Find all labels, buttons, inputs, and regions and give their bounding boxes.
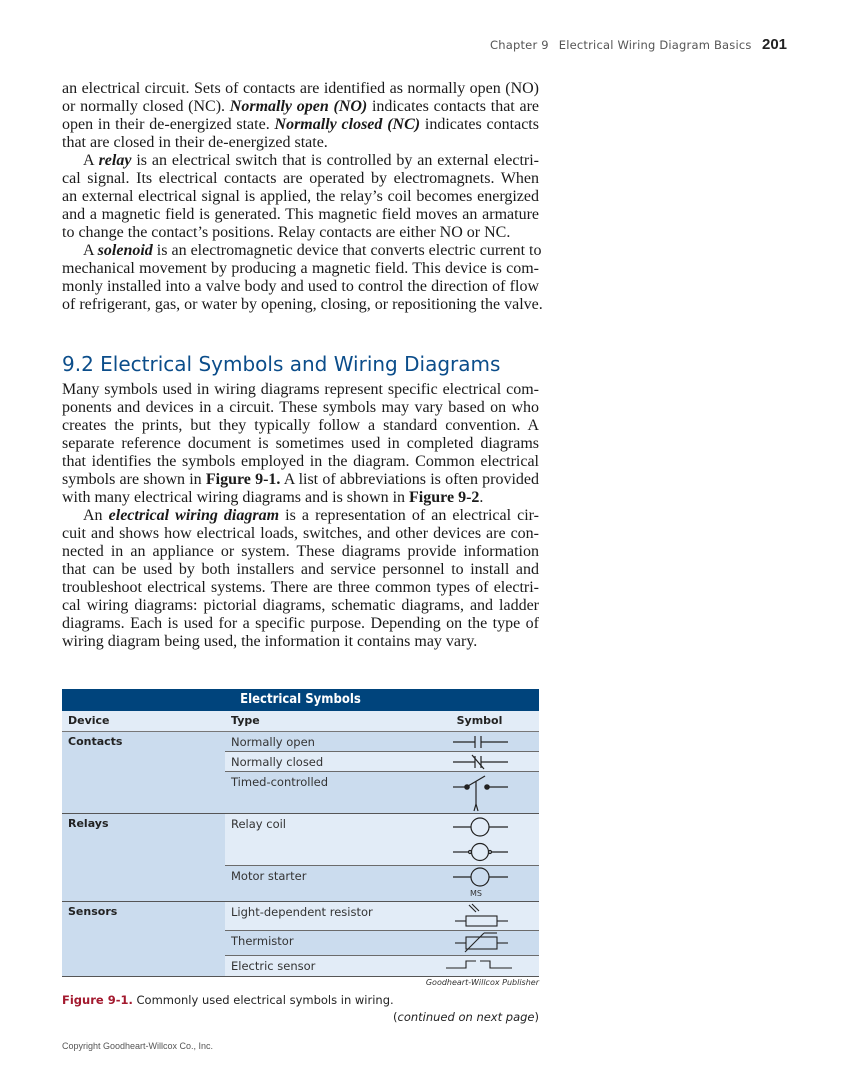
text-run: indicates contacts that are	[367, 98, 539, 115]
text-run: is an electrical switch that is controlled by an external electri-	[131, 152, 539, 169]
text-line	[62, 98, 539, 116]
text-line	[62, 206, 539, 224]
body-text-section	[62, 381, 539, 651]
text-line	[62, 417, 539, 435]
text-run: that identifies the symbols employed in the diagram. Common electrical	[62, 453, 539, 470]
text-run: indicates contacts	[420, 116, 539, 133]
emphasized-term: relay	[98, 152, 132, 169]
text-line	[62, 278, 539, 296]
table-header-row	[62, 711, 539, 732]
table-row	[225, 902, 539, 930]
text-run: is an electromagnetic device that converts electric current to	[152, 242, 542, 259]
type-cell: Normally open	[231, 735, 315, 749]
table-title: Electrical Symbols	[62, 689, 539, 711]
page-number: 201	[762, 36, 788, 53]
column-header-type: Type	[231, 714, 260, 727]
body-text-top	[62, 80, 543, 314]
text-run: A list of abbreviations is often provided	[280, 471, 540, 488]
type-cell: Electric sensor	[231, 959, 316, 973]
text-run: diagrams. Each is used for a specific purpose. Depending on the type of	[62, 615, 539, 632]
text-line	[62, 507, 539, 525]
type-cell: Light-dependent resistor	[231, 905, 373, 919]
text-run: separate reference document is sometimes used in completed diagrams	[62, 435, 539, 452]
emphasized-term: solenoid	[97, 242, 153, 259]
table-row	[225, 865, 539, 901]
text-line	[62, 152, 539, 170]
type-cell: Timed-controlled	[231, 775, 329, 789]
column-header-symbol: Symbol	[456, 714, 503, 727]
section-heading: 9.2 Electrical Symbols and Wiring Diagrams	[62, 352, 501, 376]
light-dependent-resistor-icon	[420, 902, 539, 930]
text-line	[62, 188, 539, 206]
text-run: mechanical movement by producing a magnetic field. This device is com-	[62, 260, 539, 277]
text-run: or normally closed (NC).	[62, 98, 230, 115]
emphasized-term: electrical wiring diagram	[108, 507, 280, 524]
text-line	[62, 399, 539, 417]
emphasized-term: Figure 9-1.	[205, 471, 281, 488]
table-group-sensors	[62, 902, 539, 977]
emphasized-term: Normally closed (NC)	[274, 116, 421, 133]
text-run: with many electrical wiring diagrams and is shown in	[62, 489, 410, 506]
text-line	[62, 597, 539, 615]
emphasized-term: Normally open (NO)	[229, 98, 368, 115]
text-run: of refrigerant, gas, or water by opening, closing, or repositioning the valve.	[62, 296, 543, 313]
timed-contact-icon	[420, 772, 539, 813]
text-line	[62, 633, 539, 651]
copyright: Copyright Goodheart-Willcox Co., Inc.	[62, 1041, 214, 1051]
text-line	[62, 525, 539, 543]
text-line	[62, 170, 539, 188]
text-line	[62, 224, 539, 242]
chapter-label: Chapter 9	[490, 38, 549, 52]
type-cell: Motor starter	[231, 869, 307, 883]
text-line	[62, 260, 539, 278]
type-cell: Normally closed	[231, 755, 324, 769]
text-line	[62, 471, 539, 489]
text-line	[62, 296, 543, 314]
emphasized-term: Figure 9-2	[409, 489, 480, 506]
figure-credit: Goodheart-Willcox Publisher	[425, 978, 539, 987]
text-run: an electrical circuit. Sets of contacts are identified as normally open (NO)	[62, 80, 539, 97]
text-line	[62, 134, 539, 152]
text-run: an external electrical signal is applied, the relay’s coil becomes energized	[62, 188, 539, 205]
continued-paren-close: )	[534, 1010, 539, 1024]
text-run: that are closed in their de-energized state.	[62, 134, 328, 151]
relay-coil-icon	[420, 814, 539, 865]
electric-sensor-icon	[420, 956, 539, 976]
text-run: nected in an appliance or system. These diagrams provide information	[62, 543, 539, 560]
text-run: monly installed into a valve body and used to control the direction of flow	[62, 278, 539, 295]
text-run: .	[479, 489, 484, 506]
text-line	[62, 489, 539, 507]
text-run: cuit and shows how electrical loads, switches, and other devices are con-	[62, 525, 539, 542]
text-run: cal signal. Its electrical contacts are operated by electromagnets. When	[62, 170, 539, 187]
text-run: and a magnetic field is generated. This magnetic field moves an armature	[62, 206, 539, 223]
type-cell: Relay coil	[231, 817, 287, 831]
figure-caption-text: Commonly used electrical symbols in wiring.	[136, 993, 394, 1007]
text-line	[62, 579, 539, 597]
text-line	[62, 453, 539, 471]
type-cell: Thermistor	[231, 934, 294, 948]
running-head	[490, 38, 752, 52]
chapter-title: Electrical Wiring Diagram Basics	[558, 38, 752, 52]
continued-text: continued on next page	[397, 1010, 535, 1024]
text-run: troubleshoot electrical systems. There are three common types of electri-	[62, 579, 539, 596]
text-line	[62, 543, 539, 561]
table-row	[225, 771, 539, 813]
text-line	[62, 561, 539, 579]
text-line	[62, 80, 539, 98]
text-run: is a representation of an electrical cir-	[279, 507, 540, 524]
figure-label: Figure 9-1.	[62, 993, 133, 1007]
text-run: A	[83, 242, 98, 259]
device-cell: Relays	[62, 814, 225, 901]
table-row	[225, 814, 539, 865]
table-row	[225, 955, 539, 976]
text-run: A	[83, 152, 99, 169]
text-line	[62, 381, 539, 399]
text-run: An	[83, 507, 109, 524]
text-line	[62, 615, 539, 633]
table-row	[225, 751, 539, 771]
table-group-contacts	[62, 732, 539, 814]
continued-note	[62, 1010, 539, 1024]
normally-open-contact-icon	[420, 732, 539, 751]
table-row	[225, 732, 539, 751]
figure-caption	[62, 993, 394, 1007]
text-run: open in their de-energized state.	[62, 116, 275, 133]
table-row	[225, 930, 539, 955]
electrical-symbols-table	[62, 689, 539, 977]
column-header-device: Device	[68, 714, 110, 727]
normally-closed-contact-icon	[420, 752, 539, 771]
text-run: wiring diagram being used, the information it contains may vary.	[62, 633, 478, 650]
motor-starter-icon	[420, 866, 539, 901]
text-run: ponents and devices in a circuit. These symbols may vary based on who	[62, 399, 539, 416]
thermistor-icon	[420, 931, 539, 955]
text-line	[62, 435, 539, 453]
text-run: that can be used by both installers and service personnel to install and	[62, 561, 539, 578]
text-run: cal wiring diagrams: pictorial diagrams, schematic diagrams, and ladder	[62, 597, 539, 614]
device-cell: Contacts	[62, 732, 225, 813]
text-run: creates the prints, but they typically follow a standard convention. A	[62, 417, 539, 434]
device-cell: Sensors	[62, 902, 225, 976]
motor-starter-label: MS	[470, 889, 482, 898]
text-run: to change the contact’s positions. Relay contacts are either NO or NC.	[62, 224, 511, 241]
text-line	[62, 242, 542, 260]
text-line	[62, 116, 539, 134]
continued-paren-open: (	[393, 1010, 398, 1024]
text-run: Many symbols used in wiring diagrams represent specific electrical com-	[62, 381, 539, 398]
text-run: symbols are shown in	[62, 471, 206, 488]
table-group-relays	[62, 814, 539, 902]
